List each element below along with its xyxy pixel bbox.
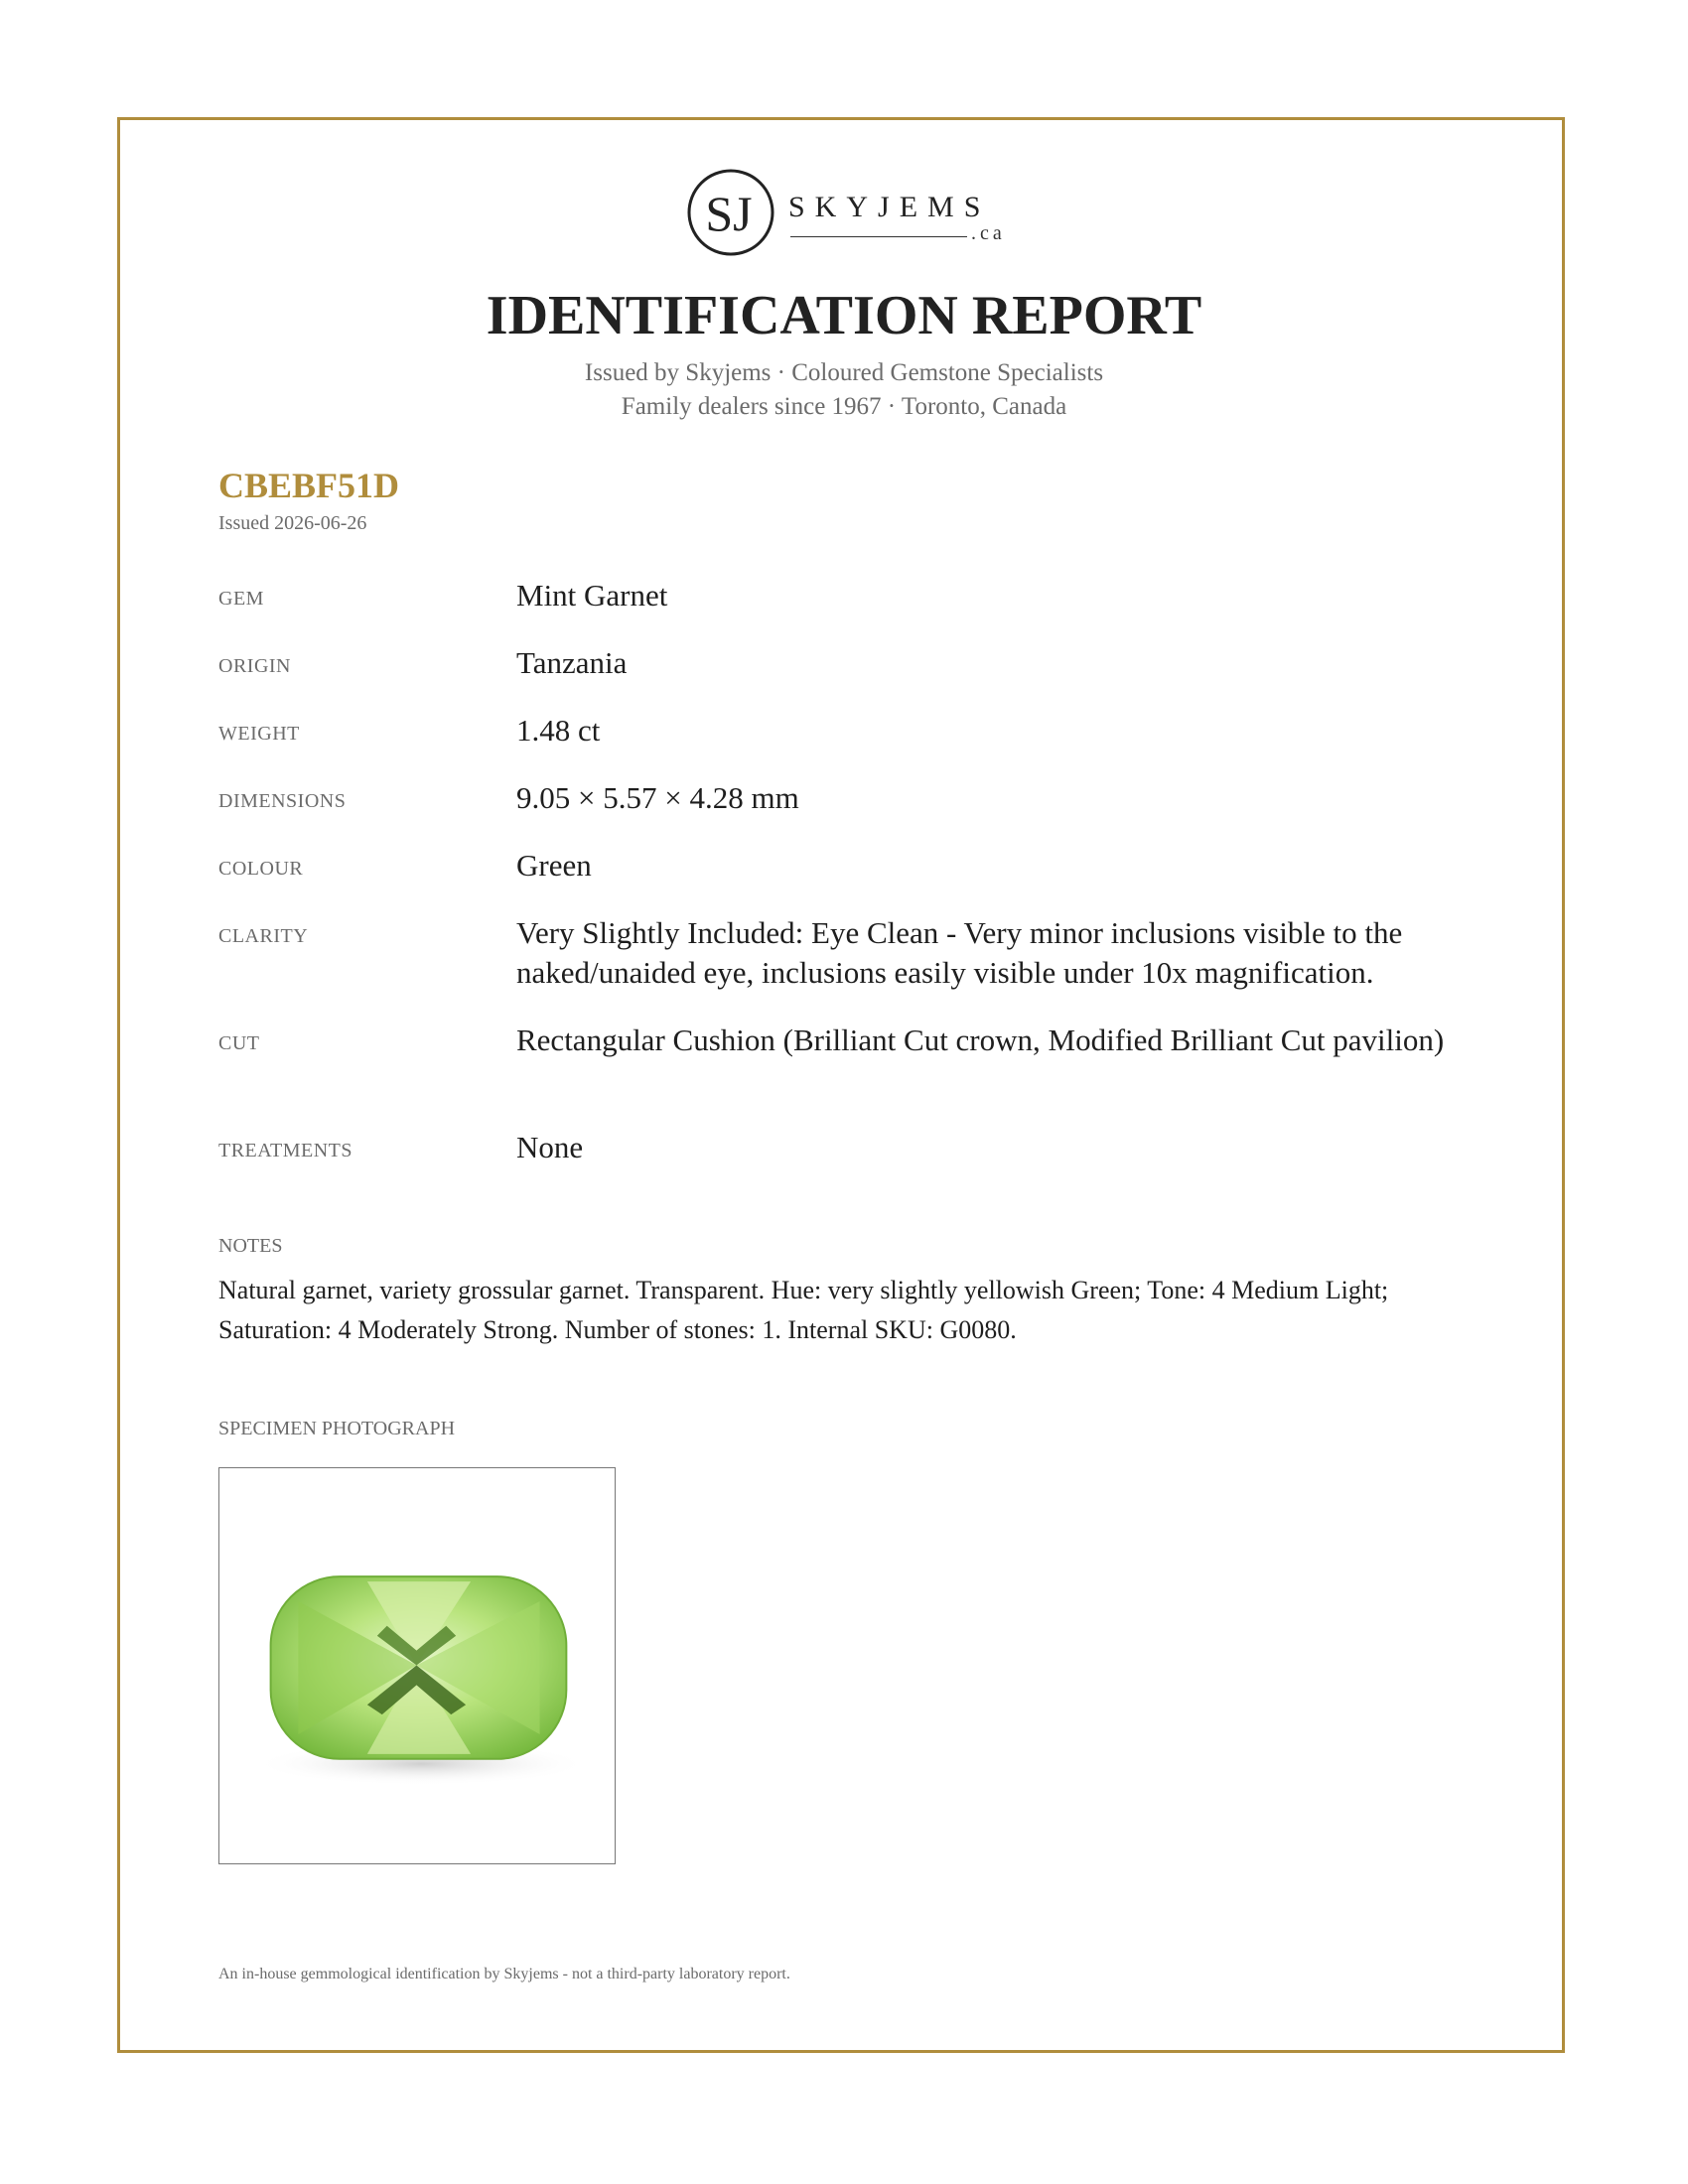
logo-domain: .ca	[971, 222, 1006, 244]
field-label: WEIGHT	[218, 723, 300, 745]
footer-disclaimer: An in-house gemmological identification by Skyjems - not a third-party laboratory report.	[218, 1966, 790, 1982]
field-label: GEM	[218, 588, 264, 610]
photo-label: SPECIMEN PHOTOGRAPH	[218, 1418, 456, 1439]
field-value: Rectangular Cushion (Brilliant Cut crown, Modified Brilliant Cut pavilion)	[516, 1023, 1445, 1057]
field-value: Green	[516, 848, 592, 883]
monogram-text: SJ	[705, 186, 753, 241]
page-title: IDENTIFICATION REPORT	[486, 285, 1202, 346]
field-label: CLARITY	[218, 925, 309, 947]
field-label: ORIGIN	[218, 655, 291, 677]
field-value: 1.48 ct	[516, 713, 601, 748]
field-value: 9.05 × 5.57 × 4.28 mm	[516, 780, 799, 815]
field-label: CUT	[218, 1032, 260, 1054]
field-label: DIMENSIONS	[218, 790, 347, 812]
subtitle-line-2: Family dealers since 1967 · Toronto, Canada	[621, 393, 1067, 420]
field-value: None	[516, 1130, 584, 1164]
notes-label: NOTES	[218, 1235, 283, 1257]
field-value: Very Slightly Included: Eye Clean - Very minor inclusions visible to the naked/unaided eye, inclusions easily visible under 10x magnification.	[516, 915, 1403, 990]
issued-date: Issued 2026-06-26	[218, 512, 367, 534]
notes-text: Natural garnet, variety grossular garnet. Transparent. Hue: very slightly yellowish Green; Tone: 4 Medium Light; Saturation: 4 Moderately Strong. Number of stones: 1. Internal SKU: G0080.	[218, 1276, 1389, 1344]
gemstone-image	[219, 1468, 614, 1862]
skyjems-logo	[685, 165, 1013, 260]
logo-wordmark: SKYJEMS	[788, 191, 991, 223]
report-id: CBEBF51D	[218, 466, 400, 505]
field-value: Tanzania	[516, 645, 628, 680]
logo-rule	[790, 236, 967, 237]
field-label: COLOUR	[218, 858, 304, 880]
field-label: TREATMENTS	[218, 1140, 352, 1161]
subtitle-line-1: Issued by Skyjems · Coloured Gemstone Specialists	[584, 359, 1104, 386]
field-value: Mint Garnet	[516, 578, 668, 613]
sj-monogram-icon	[685, 165, 776, 260]
specimen-photo	[218, 1467, 616, 1864]
